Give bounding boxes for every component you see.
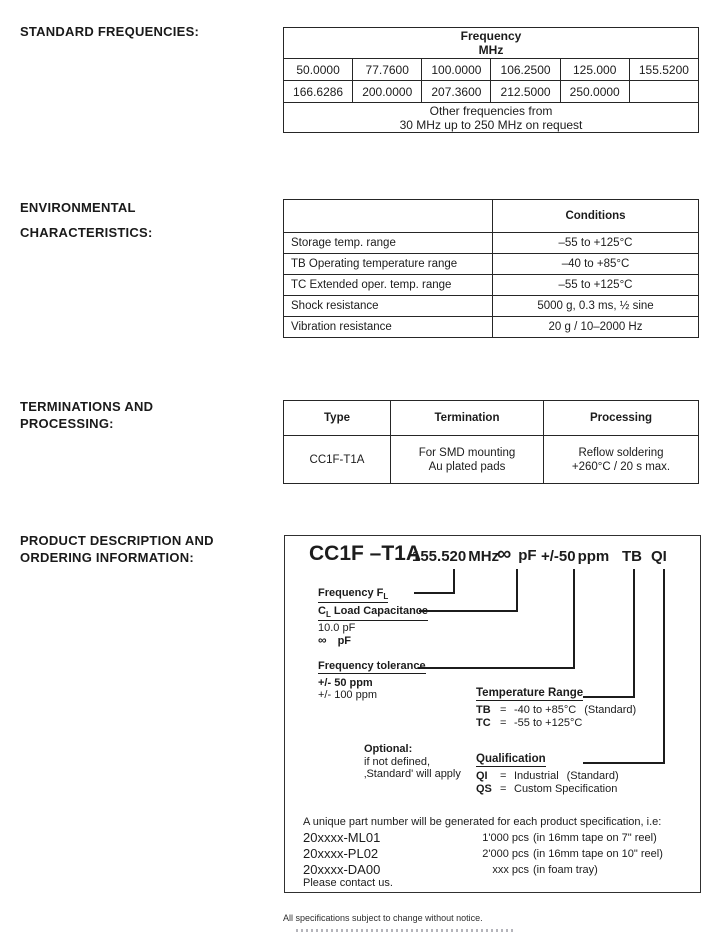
table-row xyxy=(284,103,699,133)
temperature-value: -40 to +85°C xyxy=(514,704,577,716)
table-row xyxy=(284,317,699,338)
terminations-header-processing: Processing xyxy=(544,401,699,436)
frequency-header-title: Frequency xyxy=(460,29,522,43)
connector-line-capacitance xyxy=(516,569,518,612)
part-number: 20xxxx-ML01 xyxy=(303,830,381,845)
optional-title: Optional: xyxy=(364,743,413,755)
tolerance-option-2: +/- 100 ppm xyxy=(318,689,378,701)
part-packaging: (in 16mm tape on 10" reel) xyxy=(533,848,663,860)
environmental-header-conditions: Conditions xyxy=(493,200,699,233)
part-packaging: (in foam tray) xyxy=(533,864,598,876)
equals-sign: = xyxy=(500,704,507,716)
type-value: CC1F-T1A xyxy=(284,436,391,484)
table-row xyxy=(284,254,699,275)
infinity-symbol: ∞ xyxy=(497,543,512,565)
ordering-code-frequency-group xyxy=(412,549,499,564)
parameter-label: TB Operating temperature range xyxy=(284,254,493,275)
ordering-code-tolerance-group xyxy=(541,549,609,564)
processing-line2: +260°C / 20 s max. xyxy=(571,460,671,473)
infinity-symbol: ∞ xyxy=(318,633,327,647)
ordering-diagram-box xyxy=(284,535,701,893)
termination-line2: Au plated pads xyxy=(428,460,506,473)
table-row xyxy=(284,401,699,436)
ordering-code-capacitance-unit: pF xyxy=(518,547,537,564)
frequency-label-text: Frequency F xyxy=(318,587,384,599)
temperature-field-label: Temperature Range xyxy=(476,687,584,699)
ordering-code-frequency: 155.520 xyxy=(412,548,467,565)
table-row xyxy=(284,296,699,317)
capacitance-label-rest: Load Capacitance xyxy=(330,605,429,617)
temperature-note: (Standard) xyxy=(584,704,637,716)
qualification-note: (Standard) xyxy=(566,770,619,782)
capacitance-option-1: 10.0 pF xyxy=(318,622,356,634)
part-number: 20xxxx-PL02 xyxy=(303,846,379,861)
connector-line-temperature-h xyxy=(583,696,635,698)
table-row xyxy=(284,59,699,81)
frequency-cell: 100.0000 xyxy=(422,59,491,81)
environmental-header-empty xyxy=(284,200,493,233)
terminations-header-type: Type xyxy=(284,401,391,436)
ordering-code-qualification: QI xyxy=(651,548,667,565)
connector-line-temperature xyxy=(633,569,635,698)
ordering-code-frequency-unit: MHz xyxy=(468,548,500,565)
table-row xyxy=(284,28,699,59)
temperature-option-tb xyxy=(476,704,636,716)
environmental-table xyxy=(283,199,699,338)
part-quantity: 1'000 pcs xyxy=(482,832,529,844)
frequency-table-header xyxy=(284,28,699,59)
frequency-cell-empty xyxy=(629,81,698,103)
part-number-row xyxy=(303,846,688,863)
frequency-label-subscript: L xyxy=(383,592,389,602)
footer-disclaimer: All specifications subject to change without notice. xyxy=(283,913,483,923)
connector-line-frequency-h xyxy=(414,592,455,594)
part-quantity: 2'000 pcs xyxy=(482,848,529,860)
tolerance-field-label: Frequency tolerance xyxy=(318,660,426,672)
section-heading-terminations-line2: PROCESSING: xyxy=(20,416,114,431)
condition-value: –40 to +85°C xyxy=(493,254,699,275)
capacitance-label-prefix: C xyxy=(318,605,326,617)
parameter-label: Storage temp. range xyxy=(284,233,493,254)
temperature-value: -55 to +125°C xyxy=(514,717,583,729)
termination-line1: For SMD mounting xyxy=(418,446,516,459)
temperature-code: TC xyxy=(476,717,491,729)
table-row xyxy=(284,275,699,296)
part-quantity: xxx pcs xyxy=(492,864,529,876)
frequency-cell: 166.6286 xyxy=(284,81,353,103)
part-number-row xyxy=(303,830,688,847)
capacitance-option-2 xyxy=(318,633,351,647)
terminations-table xyxy=(283,400,699,484)
cutoff-text-remnant xyxy=(296,929,516,932)
contact-note: Please contact us. xyxy=(303,877,393,889)
tolerance-option-1: +/- 50 ppm xyxy=(318,677,373,689)
qualification-field-label: Qualification xyxy=(476,753,546,765)
frequency-cell: 125.000 xyxy=(560,59,629,81)
connector-line-frequency xyxy=(453,569,455,594)
equals-sign: = xyxy=(500,783,507,795)
frequency-cell: 250.0000 xyxy=(560,81,629,103)
ordering-code-part: CC1F –T1A xyxy=(309,542,422,565)
connector-line-capacitance-h xyxy=(419,610,518,612)
ordering-code-capacitance-group xyxy=(497,543,537,565)
optional-line2: ‚Standard' will apply xyxy=(364,768,461,780)
condition-value: –55 to +125°C xyxy=(493,233,699,254)
equals-sign: = xyxy=(500,717,507,729)
frequency-cell: 77.7600 xyxy=(353,59,422,81)
ordering-code-temperature: TB xyxy=(622,548,642,565)
frequency-table-note xyxy=(284,103,699,133)
qualification-code: QS xyxy=(476,783,492,795)
condition-value: 5000 g, 0.3 ms, ½ sine xyxy=(493,296,699,317)
connector-line-tolerance xyxy=(573,569,575,669)
condition-value: 20 g / 10–2000 Hz xyxy=(493,317,699,338)
section-heading-terminations-line1: TERMINATIONS AND xyxy=(20,399,154,414)
capacitance-option-2-unit: pF xyxy=(337,635,352,647)
processing-line1: Reflow soldering xyxy=(578,446,664,459)
frequency-header-unit: MHz xyxy=(478,43,504,57)
temperature-code: TB xyxy=(476,704,491,716)
connector-line-qualification xyxy=(663,569,665,764)
part-number: 20xxxx-DA00 xyxy=(303,862,381,877)
temperature-option-tc xyxy=(476,717,590,729)
section-heading-standard-frequencies: STANDARD FREQUENCIES: xyxy=(20,24,200,39)
frequency-note-line1: Other frequencies from xyxy=(429,103,553,118)
table-row xyxy=(284,81,699,103)
connector-line-tolerance-h xyxy=(418,667,575,669)
qualification-value: Industrial xyxy=(514,770,559,782)
frequency-cell: 155.5200 xyxy=(629,59,698,81)
part-packaging: (in 16mm tape on 7" reel) xyxy=(533,832,657,844)
qualification-code: QI xyxy=(476,770,488,782)
connector-line-qualification-h xyxy=(583,762,665,764)
qualification-value: Custom Specification xyxy=(514,783,618,795)
ordering-code-tolerance: +/-50 xyxy=(541,548,576,565)
frequency-table xyxy=(283,27,699,133)
capacitance-field-label xyxy=(318,605,428,621)
termination-value xyxy=(391,436,544,484)
part-number-note: A unique part number will be generated for each product specification, i.e: xyxy=(303,816,662,828)
frequency-cell: 212.5000 xyxy=(491,81,560,103)
table-row xyxy=(284,200,699,233)
condition-value: –55 to +125°C xyxy=(493,275,699,296)
parameter-label: TC Extended oper. temp. range xyxy=(284,275,493,296)
optional-line1: if not defined, xyxy=(364,756,431,768)
table-row xyxy=(284,233,699,254)
frequency-note-line2: 30 MHz up to 250 MHz on request xyxy=(399,117,583,132)
frequency-cell: 200.0000 xyxy=(353,81,422,103)
section-heading-ordering-line1: PRODUCT DESCRIPTION AND xyxy=(20,533,214,548)
table-row xyxy=(284,436,699,484)
frequency-cell: 207.3600 xyxy=(422,81,491,103)
processing-value xyxy=(544,436,699,484)
frequency-field-label xyxy=(318,587,388,603)
ordering-code-tolerance-unit: ppm xyxy=(577,548,610,565)
parameter-label: Vibration resistance xyxy=(284,317,493,338)
frequency-cell: 106.2500 xyxy=(491,59,560,81)
section-heading-environmental-line1: ENVIRONMENTAL xyxy=(20,200,136,215)
section-heading-ordering-line2: ORDERING INFORMATION: xyxy=(20,550,194,565)
capacitance-label-subscript: L xyxy=(325,610,331,620)
terminations-header-termination: Termination xyxy=(391,401,544,436)
qualification-option-qs xyxy=(476,783,617,795)
section-heading-environmental-line2: CHARACTERISTICS: xyxy=(20,225,153,240)
frequency-cell: 50.0000 xyxy=(284,59,353,81)
equals-sign: = xyxy=(500,770,507,782)
parameter-label: Shock resistance xyxy=(284,296,493,317)
qualification-option-qi xyxy=(476,770,619,782)
